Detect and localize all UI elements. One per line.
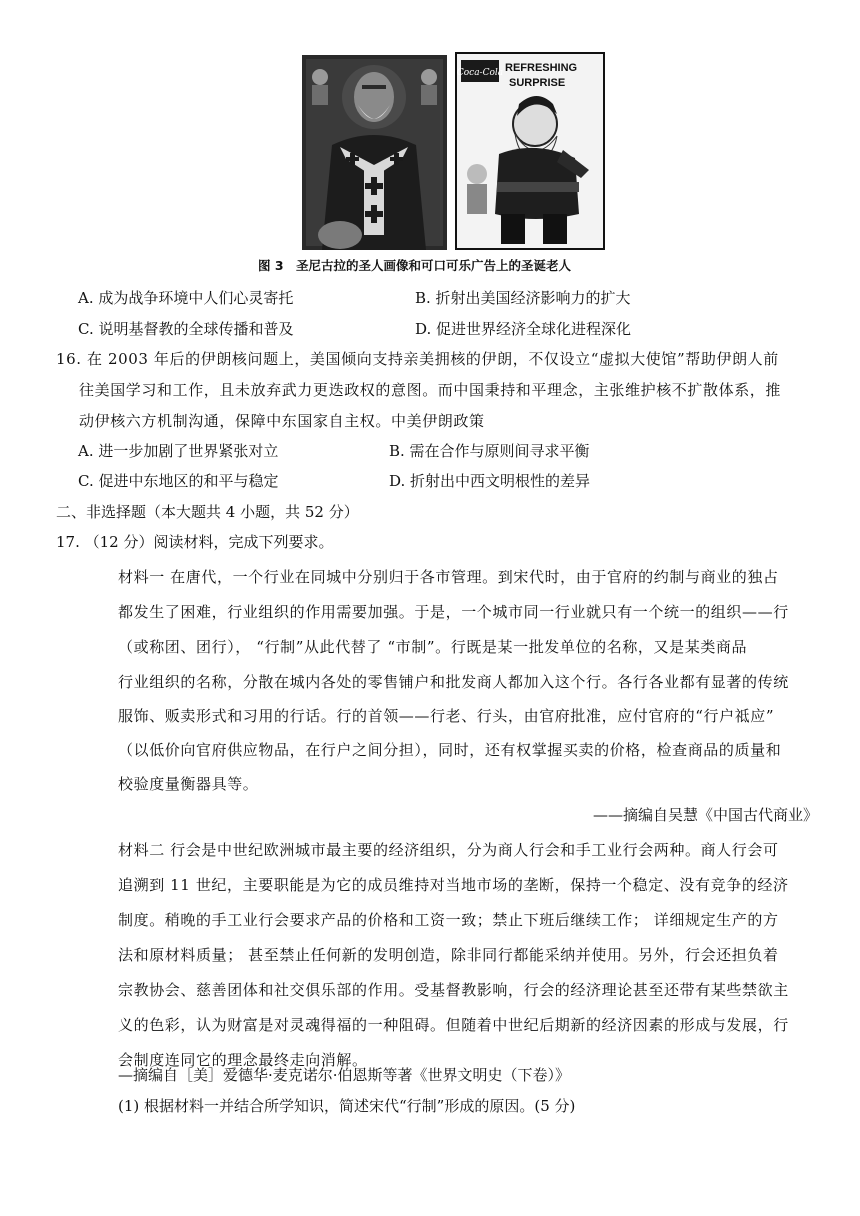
saint-nicholas-icon-painting (302, 55, 447, 250)
material-2-line: 材料二 行会是中世纪欧洲城市最主要的经济组织，分为商人行会和手工业行会两种。商人行会可 (118, 841, 779, 859)
q15-option-b: B. 折射出美国经济影响力的扩大 (415, 289, 631, 307)
material-2-line: 法和原材料质量； 甚至禁止任何新的发明创造，除非同行都能采纳并使用。另外，行会还担负着 (118, 946, 779, 964)
material-2-source: —摘编自［美］爱德华·麦克诺尔·伯恩斯等著《世界文明史（下卷）》 (118, 1066, 571, 1084)
section-heading: 二、非选择题（本大题共 4 小题，共 52 分） (56, 503, 359, 521)
material-1-source: ——摘编自吴慧《中国古代商业》 (593, 806, 819, 824)
material-1-line: 校验度量衡器具等。 (118, 775, 259, 793)
q15-option-d: D. 促进世界经济全球化进程深化 (415, 320, 632, 338)
q17-subquestion-1: (1) 根据材料一并结合所学知识，简述宋代“行制”形成的原因。(5 分) (118, 1097, 576, 1115)
material-2-line: 义的色彩，认为财富是对灵魂得福的一种阻碍。但随着中世纪后期新的经济因素的形成与发展，行 (118, 1016, 789, 1034)
material-2-line: 制度。稍晚的手工业行会要求产品的价格和工资一致；禁止下班后继续工作； 详细规定生产的方 (118, 911, 779, 929)
ad-logo: Coca-Cola (457, 68, 504, 78)
material-1-line: 材料一 在唐代，一个行业在同城中分别归于各市管理。到宋代时，由于官府的约制与商业的独占 (118, 568, 779, 586)
ad-headline-1: REFRESHING (505, 62, 578, 74)
q17-stem: 17. （12 分）阅读材料，完成下列要求。 (56, 533, 334, 551)
material-1-line: 行业组织的名称，分散在城内各处的零售铺户和批发商人都加入这个行。各行各业都有显著的传统 (118, 673, 789, 691)
q16-stem-line-3: 动伊核六方机制沟通，保障中东国家自主权。中美伊朗政策 (79, 412, 485, 430)
figure-caption: 图 3 圣尼古拉的圣人画像和可口可乐广告上的圣诞老人 (258, 258, 572, 273)
coca-cola-santa-ad (455, 52, 605, 250)
q16-stem-line-1: 16. 在 2003 年后的伊朗核问题上，美国倾向支持亲美拥核的伊朗，不仅设立“虚拟大使馆”帮助伊朗人前 (56, 350, 779, 368)
material-1-line: 服饰、贩卖形式和习用的行话。行的首领——行老、行头，由官府批准，应付官府的“行户祗应” (118, 707, 775, 725)
q16-option-d: D. 折射出中西文明根性的差异 (389, 472, 591, 490)
q16-stem-line-2: 往美国学习和工作，且未放弃武力更迭政权的意图。而中国秉持和平理念，主张维护核不扩散体系，推 (79, 381, 782, 399)
material-1-line: （以低价向官府供应物品，在行户之间分担），同时，还有权掌握买卖的价格，检查商品的质量和 (118, 741, 782, 759)
material-1-line: （或称团、团行）， “行制”从此代替了 “市制”。行既是某一批发单位的名称，又是某类商品 (118, 638, 748, 656)
q15-option-a: A. 成为战争环境中人们心灵寄托 (78, 289, 294, 307)
material-2-line: 会制度连同它的理念最终走向消解。 (118, 1051, 368, 1069)
material-2-line: 宗教协会、慈善团体和社交俱乐部的作用。受基督教影响，行会的经济理论甚至还带有某些禁欲主 (118, 981, 789, 999)
q16-option-c: C. 促进中东地区的和平与稳定 (78, 472, 279, 490)
figure-3 (302, 52, 606, 252)
material-1-line: 都发生了困难，行业组织的作用需要加强。于是，一个城市同一行业就只有一个统一的组织——行 (118, 603, 789, 621)
q16-option-b: B. 需在合作与原则间寻求平衡 (389, 442, 590, 460)
q15-option-c: C. 说明基督教的全球传播和普及 (78, 320, 294, 338)
ad-headline-2: SURPRISE (509, 77, 566, 89)
material-2-line: 追溯到 11 世纪，主要职能是为它的成员维持对当地市场的垄断，保持一个稳定、没有竞争的经济 (118, 876, 789, 894)
q16-option-a: A. 进一步加剧了世界紧张对立 (78, 442, 279, 460)
